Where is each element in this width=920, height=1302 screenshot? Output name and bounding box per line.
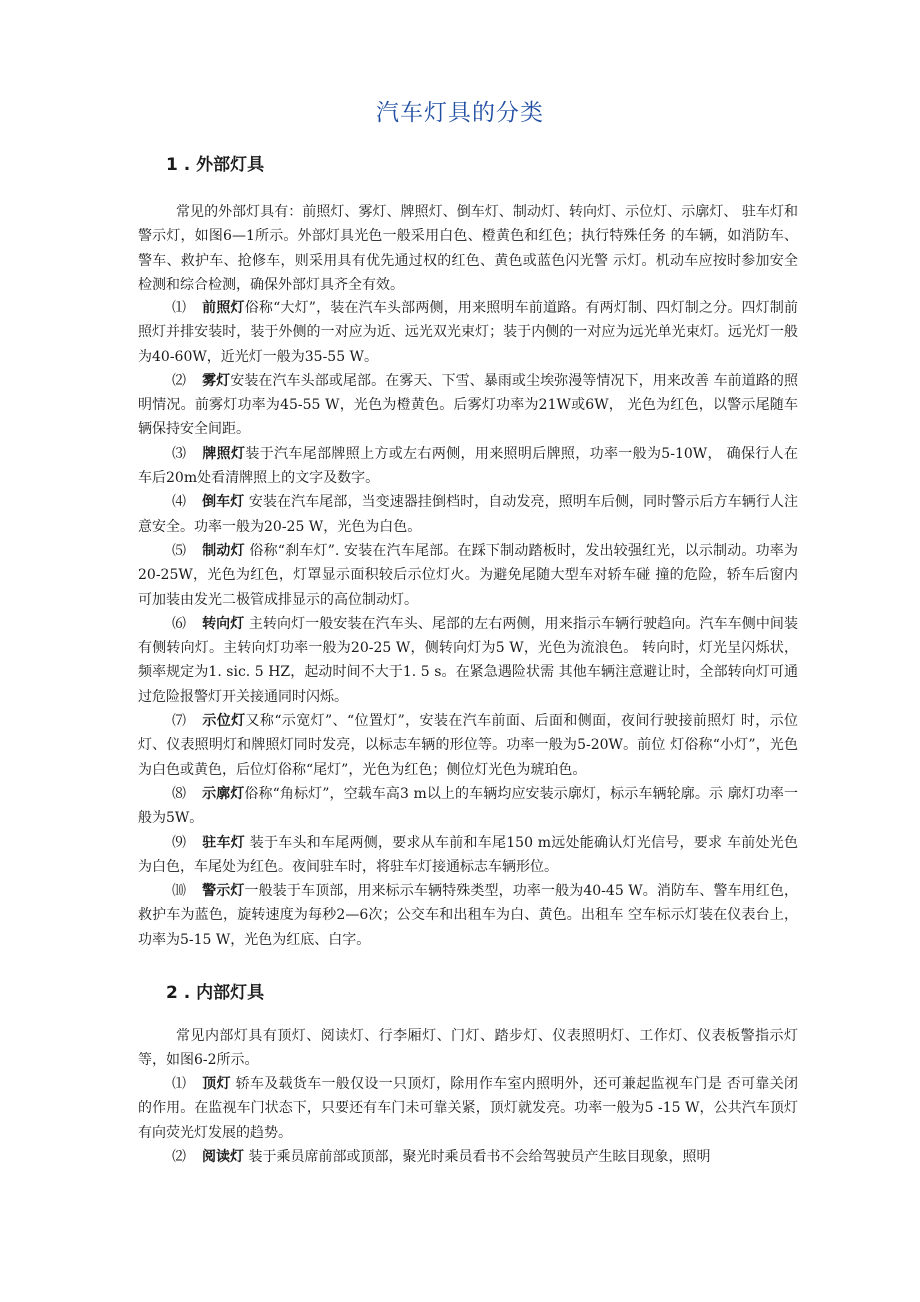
item-number: ⑵ — [172, 1148, 186, 1165]
list-item — [138, 879, 798, 952]
item-term: 牌照灯 — [202, 445, 246, 462]
item-term: 顶灯 — [202, 1076, 231, 1092]
item-text: 装于车头和车尾两侧，要求从车前和车尾150 m远处能确认灯光信号，要求 车前处光色为白色，车尾处为红色。夜间驻车时，将驻车灯接通标志车辆形位。 — [138, 834, 798, 875]
list-item — [138, 442, 798, 491]
item-number: ⑶ — [172, 445, 186, 462]
list-item — [138, 369, 798, 442]
section-heading-interior: 2 . 内部灯具 — [166, 983, 265, 1003]
item-number: ⑴ — [172, 300, 186, 316]
item-text: 轿车及载货车一般仅设一只顶灯，除用作车室内照明外，还可兼起监视车门是 否可靠关闭的作用。在监视车门状态下，只要还有车门未可靠关紧，顶灯就发亮。功率一般为5 -15 W，公共汽车顶灯有向荧光灯发展的趋势。 — [138, 1076, 799, 1141]
list-item — [138, 296, 798, 369]
document-title: 汽车灯具的分类 — [376, 100, 544, 126]
item-text: 装于乘员席前部或顶部，聚光时乘员看书不会给驾驶员产生眩目现象，照明 — [244, 1148, 711, 1165]
item-text: 俗称“大灯”，装在汽车头部两侧，用来照明车前道路。有两灯制、四灯制之分。四灯制前照灯并排安装时，装于外侧的一对应为近、远光双光束灯；装于内侧的一对应为远光单光束灯。远光灯一般为40-60W，近光灯一般为35-55 W。 — [138, 300, 799, 365]
item-text: 一般装于车顶部，用来标示车辆特殊类型，功率一般为40-45 W。消防车、警车用红色，救护车为蓝色，旋转速度为每秒2—6次；公交车和出租车为白、黄色。出租车 空车标示灯装在仪表台上，功率为5-15 W，光色为红底、白字。 — [138, 883, 798, 948]
item-term: 倒车灯 — [202, 494, 245, 511]
item-term: 示廓灯 — [202, 785, 245, 802]
list-item — [138, 1145, 798, 1169]
item-term: 警示灯 — [202, 883, 245, 900]
item-text: 装于汽车尾部牌照上方或左右两侧，用来照明后牌照，功率一般为5-10W， 确保行人在车后20m处看清牌照上的文字及数字。 — [138, 445, 798, 487]
item-term: 驻车灯 — [202, 834, 246, 851]
item-text: 俗称“角标灯”，空载车高3 m以上的车辆均应安装示廓灯，标示车辆轮廓。示 廓灯功率一般为5W。 — [138, 785, 798, 827]
item-number: ⑺ — [172, 713, 186, 730]
item-number: ⑷ — [172, 494, 186, 511]
item-number: ⑴ — [172, 1076, 186, 1092]
item-number: ⑽ — [172, 883, 186, 900]
list-item — [138, 1072, 798, 1145]
item-text: 安装在汽车尾部，当变速器挂倒档时，自动发亮，照明车后侧，同时警示后方车辆行人注意安全。功率一般为20-25 W，光色为白色。 — [138, 494, 799, 535]
item-text: 安装在汽车头部或尾部。在雾天、下雪、暴雨或尘埃弥漫等情况下，用来改善 车前道路的照明情况。前雾灯功率为45-55 W，光色为橙黄色。后雾灯功率为21W或6W， 光色为红色，以警示尾随车辆保持安全间距。 — [138, 372, 798, 438]
list-item — [138, 782, 798, 831]
item-number: ⑵ — [172, 372, 186, 389]
section-intro-interior: 常见内部灯具有顶灯、阅读灯、行李厢灯、门灯、踏步灯、仪表照明灯、工作灯、仪表板警指示灯等，如图6-2所示。 — [138, 1028, 798, 1069]
item-term: 转向灯 — [202, 615, 245, 632]
section-heading-exterior: 1 . 外部灯具 — [166, 155, 265, 175]
list-item — [138, 709, 798, 782]
item-term: 雾灯 — [202, 372, 231, 389]
item-number: ⑼ — [172, 834, 186, 851]
item-term: 制动灯 — [202, 542, 245, 559]
item-term: 阅读灯 — [202, 1148, 244, 1165]
item-term: 前照灯 — [202, 300, 245, 316]
list-item — [138, 490, 798, 539]
interior-items-list — [138, 1072, 798, 1169]
item-text: 又称“示宽灯”、“位置灯”，安装在汽车前面、后面和侧面，夜间行驶接前照灯 时，示位灯、仪表照明灯和牌照灯同时发亮，以标志车辆的形位等。功率一般为5-20W。前位 灯俗称“小灯”，光色为白色或黄色，后位灯俗称“尾灯”，光色为红色；侧位灯光色为琥珀色。 — [138, 713, 799, 778]
item-number: ⑻ — [172, 785, 186, 802]
section-intro-exterior: 常见的外部灯具有：前照灯、雾灯、牌照灯、倒车灯、制动灯、转向灯、示位灯、示廓灯、 驻车灯和警示灯，如图6—1所示。外部灯具光色一般采用白色、橙黄色和红色；执行特殊任务 的车辆，如消防车、警车、救护车、抢修车，则采用具有优先通过权的红色、黄色或蓝色闪光警 示灯。机动车应按时参加安全检测和综合检测，确保外部灯具齐全有效。 — [138, 204, 798, 293]
item-term: 示位灯 — [202, 713, 246, 730]
item-number: ⑹ — [172, 615, 186, 632]
list-item — [138, 539, 798, 612]
exterior-items-list — [138, 296, 798, 952]
item-text: 主转向灯一般安装在汽车头、尾部的左右两侧，用来指示车辆行驶趋向。汽车车侧中间装有侧转向灯。主转向灯功率一般为20-25 W，侧转向灯为5 W，光色为流浪色。 转向时，灯光呈闪烁状，频率规定为1. sic. 5 HZ，起动时间不大于1. 5 s。在紧急遇险状需 其他车辆注意避让时，全部转向灯可通过危险报警灯开关接通同时闪烁。 — [138, 615, 799, 705]
list-item — [138, 831, 798, 880]
item-number: ⑸ — [172, 542, 186, 559]
list-item — [138, 612, 798, 709]
item-text: 俗称“刹车灯”. 安装在汽车尾部。在踩下制动踏板时，发出较强红光，以示制动。功率为20-25W，光色为红色，灯罩显示面积较后示位灯火。为避免尾随大型车对轿车碰 撞的危险，轿车后窗内可加装由发光二极管成排显示的高位制动灯。 — [138, 542, 798, 608]
